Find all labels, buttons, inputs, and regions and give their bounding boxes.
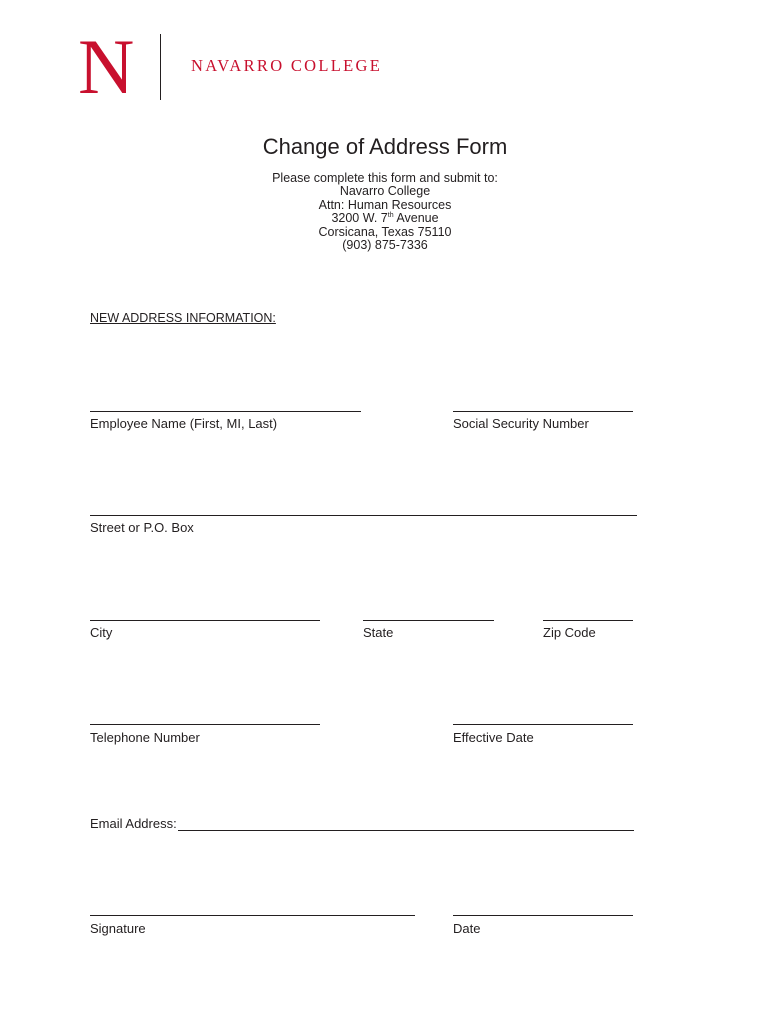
recipient-org: Navarro College — [339, 184, 431, 199]
city-field[interactable] — [90, 620, 320, 621]
instructions: Please complete this form and submit to: — [272, 171, 498, 185]
form-title: Change of Address Form — [262, 134, 508, 159]
college-name: NAVARRO COLLEGE — [191, 56, 383, 75]
city-label: City — [90, 625, 113, 640]
zip-label: Zip Code — [543, 625, 596, 640]
submission-address — [0, 172, 770, 252]
ssn-label: Social Security Number — [453, 416, 589, 431]
email-field[interactable] — [178, 830, 634, 831]
street-label: Street or P.O. Box — [90, 520, 194, 535]
logo-divider — [160, 34, 161, 100]
state-field[interactable] — [363, 620, 494, 621]
street-rest: Avenue — [393, 211, 439, 226]
telephone-field[interactable] — [90, 724, 320, 725]
telephone-label: Telephone Number — [90, 730, 200, 745]
email-label: Email Address: — [90, 816, 177, 831]
employee-name-field[interactable] — [90, 411, 361, 412]
zip-field[interactable] — [543, 620, 633, 621]
recipient-phone: (903) 875-7336 — [342, 238, 428, 253]
college-logo-letter: N — [78, 23, 135, 110]
effective-date-field[interactable] — [453, 724, 633, 725]
recipient-street — [0, 212, 770, 225]
effective-date-label: Effective Date — [453, 730, 534, 745]
signature-field[interactable] — [90, 915, 415, 916]
date-label: Date — [453, 921, 481, 936]
section-heading: NEW ADDRESS INFORMATION: — [90, 311, 276, 325]
street-field[interactable] — [90, 515, 637, 516]
date-field[interactable] — [453, 915, 633, 916]
recipient-city-state-zip: Corsicana, Texas 75110 — [318, 224, 452, 239]
employee-name-label: Employee Name (First, MI, Last) — [90, 416, 278, 431]
street-suffix: th — [387, 212, 394, 220]
recipient-attn: Attn: Human Resources — [318, 197, 452, 212]
ssn-field[interactable] — [453, 411, 633, 412]
street-number: 3200 W. 7 — [331, 211, 388, 226]
state-label: State — [363, 625, 394, 640]
signature-label: Signature — [90, 921, 146, 936]
